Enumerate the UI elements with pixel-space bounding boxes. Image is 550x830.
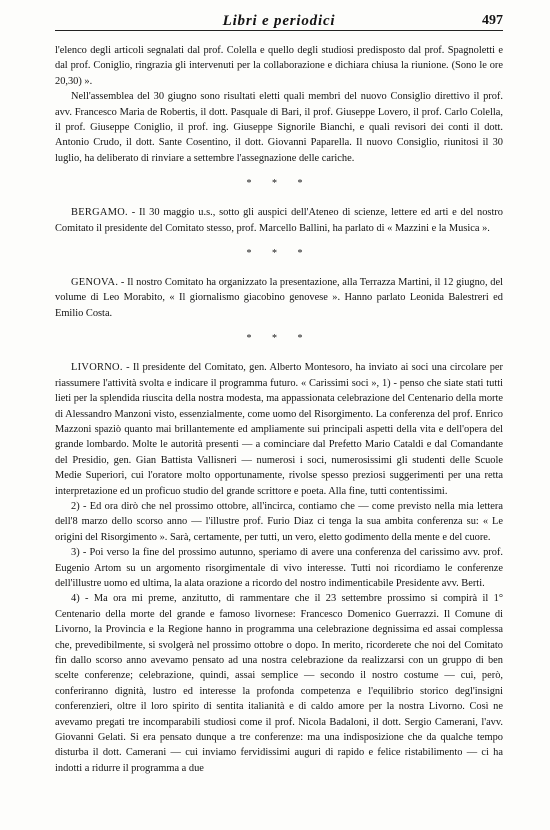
page-number: 497 — [482, 13, 503, 28]
running-header — [55, 8, 503, 31]
section-separator: * * * — [246, 248, 312, 260]
paragraph-livorno-1 — [55, 360, 503, 499]
city-heading-genova: GENOVA. — [71, 277, 119, 289]
paragraph-livorno-4: 4) - Ma ora mi preme, anzitutto, di rammentare che il 23 settembre prossimo si compirà il 1° Centenario della morte del grande e famoso livornese: Francesco Domenico Guerrazzi. Il Comune di Livorno, la Provincia e la Regione hanno in programma una celebrazione degnissima ed assai complessa che, prevedibilmente, si svolgerà nel prossimo ottobre o dopo. In merito, ricorderete che noi del Comitato fin dallo scorso anno avevamo pensato ad una nostra celebrazione da realizzarsi con un gruppo di ben scelte conferenze; celebrazione, quindi, assai semplice — secondo il nostro costume — cui, però, conferiranno dignità, lustro ed interesse la profonda competenza e l'equilibrio storico degl'insigni conferenzieri, oltre il loro spirito di sentita italianità e di caldo amore per la nostra Livorno. Così ne avevamo pregati tre incomparabili studiosi come il prof. Nicola Badaloni, il dott. Sergio Camerani, l'avv. Giovanni Gelati. Si era pensato dunque a tre conferenze: ma una indisposizione che da qualche tempo disturba il dott. Camerani — cui inviamo fervidissimi auguri di rapido e felice ristabilimento — ci ha indotti a ridurre il programma a due — [55, 593, 503, 774]
city-heading-bergamo: BERGAMO. — [71, 207, 128, 219]
paragraph-text: - Il 30 maggio u.s., sotto gli auspici dell'Ateneo di scienze, lettere ed arti e del nostro Comitato il presidente del Comitato stesso, prof. Marcello Ballini, ha parlato di « Mazzini e la Musica ». — [55, 207, 503, 234]
paragraph-text: - Il presidente del Comitato, gen. Alberto Montesoro, ha inviato ai soci una circolare per riassumere l'attività svolta e indicare il programma futuro. « Carissimi soci », 1) - penso che siate stati tutti lieti per la splendida riuscita della nostra modesta, ma appassionata celebrazione del Centenario della morte di Alessandro Manzoni visto, essenzialmente, come uomo del Risorgimento. La conferenza del prof. Enrico Mazzoni spaziò quanto mai brillantemente ed ampliamente sui principali aspetti della vita e dell'opera del grande lombardo. Molte le autorità presenti — a cominciare dal Prefetto Mario Cataldi e dal Comandante del Presidio, gen. Gian Battista Vallisneri — numerosi i soci, numerosissimi gli studenti delle Scuole Medie Superiori, cui l'oratore molto opportunamente, rivolse spesso preziosi suggerimenti per una retta interpretazione ed un proficuo studio del grande scrittore e poeta. Alla fine, tutti contentissimi. — [55, 362, 503, 497]
paragraph-livorno-2: 2) - Ed ora dirò che nel prossimo ottobre, all'incirca, contiamo che — come previsto nella mia lettera dell'8 marzo dello scorso anno — l'illustre prof. Furio Diaz ci tenga la sua ambita conferenza su: « Le origini del Risorgimento ». Sarà, certamente, per tutti, un vero, eletto godimento della mente e del cuore. — [55, 500, 503, 543]
section-separator: * * * — [246, 333, 312, 345]
paragraph-bergamo — [55, 205, 503, 236]
paragraph-bari-2: Nell'assemblea del 30 giugno sono risultati eletti quali membri del nuovo Consiglio direttivo il prof. avv. Francesco Maria de Robertis, il dott. Pasquale di Bari, il prof. Giuseppe Lovero, il prof. Carlo Colella, il prof. Giuseppe Coniglio, il prof. ing. Giuseppe Signorile Bianchi, e quali revisori dei conti il dott. Antonio Crudo, il dott. Sante Cosentino, il dott. Giovanni Paparella. Il nuovo Consiglio, riunitosi il 30 luglio, ha deliberato di rinviare a settembre l'assegnazione delle cariche. — [55, 91, 503, 164]
article-body — [55, 43, 503, 776]
paragraph-genova — [55, 275, 503, 321]
paragraph-bari-1: l'elenco degli articoli segnalati dal prof. Colella e quello degli studiosi predisposto dal prof. Spagnoletti e dal prof. Coniglio, ringrazia gli intervenuti per la collaborazione e dichiara chiusa la riunione. (Sono le ore 20,30) ». — [55, 45, 503, 87]
city-heading-livorno: LIVORNO. — [71, 362, 123, 374]
paragraph-text: - Il nostro Comitato ha organizzato la presentazione, alla Terrazza Martini, il 12 giugno, del volume di Leo Morabito, « Il giornalismo giacobino genovese ». Hanno parlato Leonida Balestreri ed Emilio Costa. — [55, 277, 503, 319]
section-separator: * * * — [246, 178, 312, 190]
section-title: Libri e periodici — [222, 13, 336, 29]
paragraph-livorno-3: 3) - Poi verso la fine del prossimo autunno, speriamo di avere una conferenza del carissimo avv. prof. Eugenio Artom su un argomento risorgimentale di vivo interesse. Tutti noi ricordiamo le conferenze dell'illustre uomo ed ultima, la alata orazione a ricordo del nostro indimenticabile Presidente avv. Berti. — [55, 547, 503, 589]
